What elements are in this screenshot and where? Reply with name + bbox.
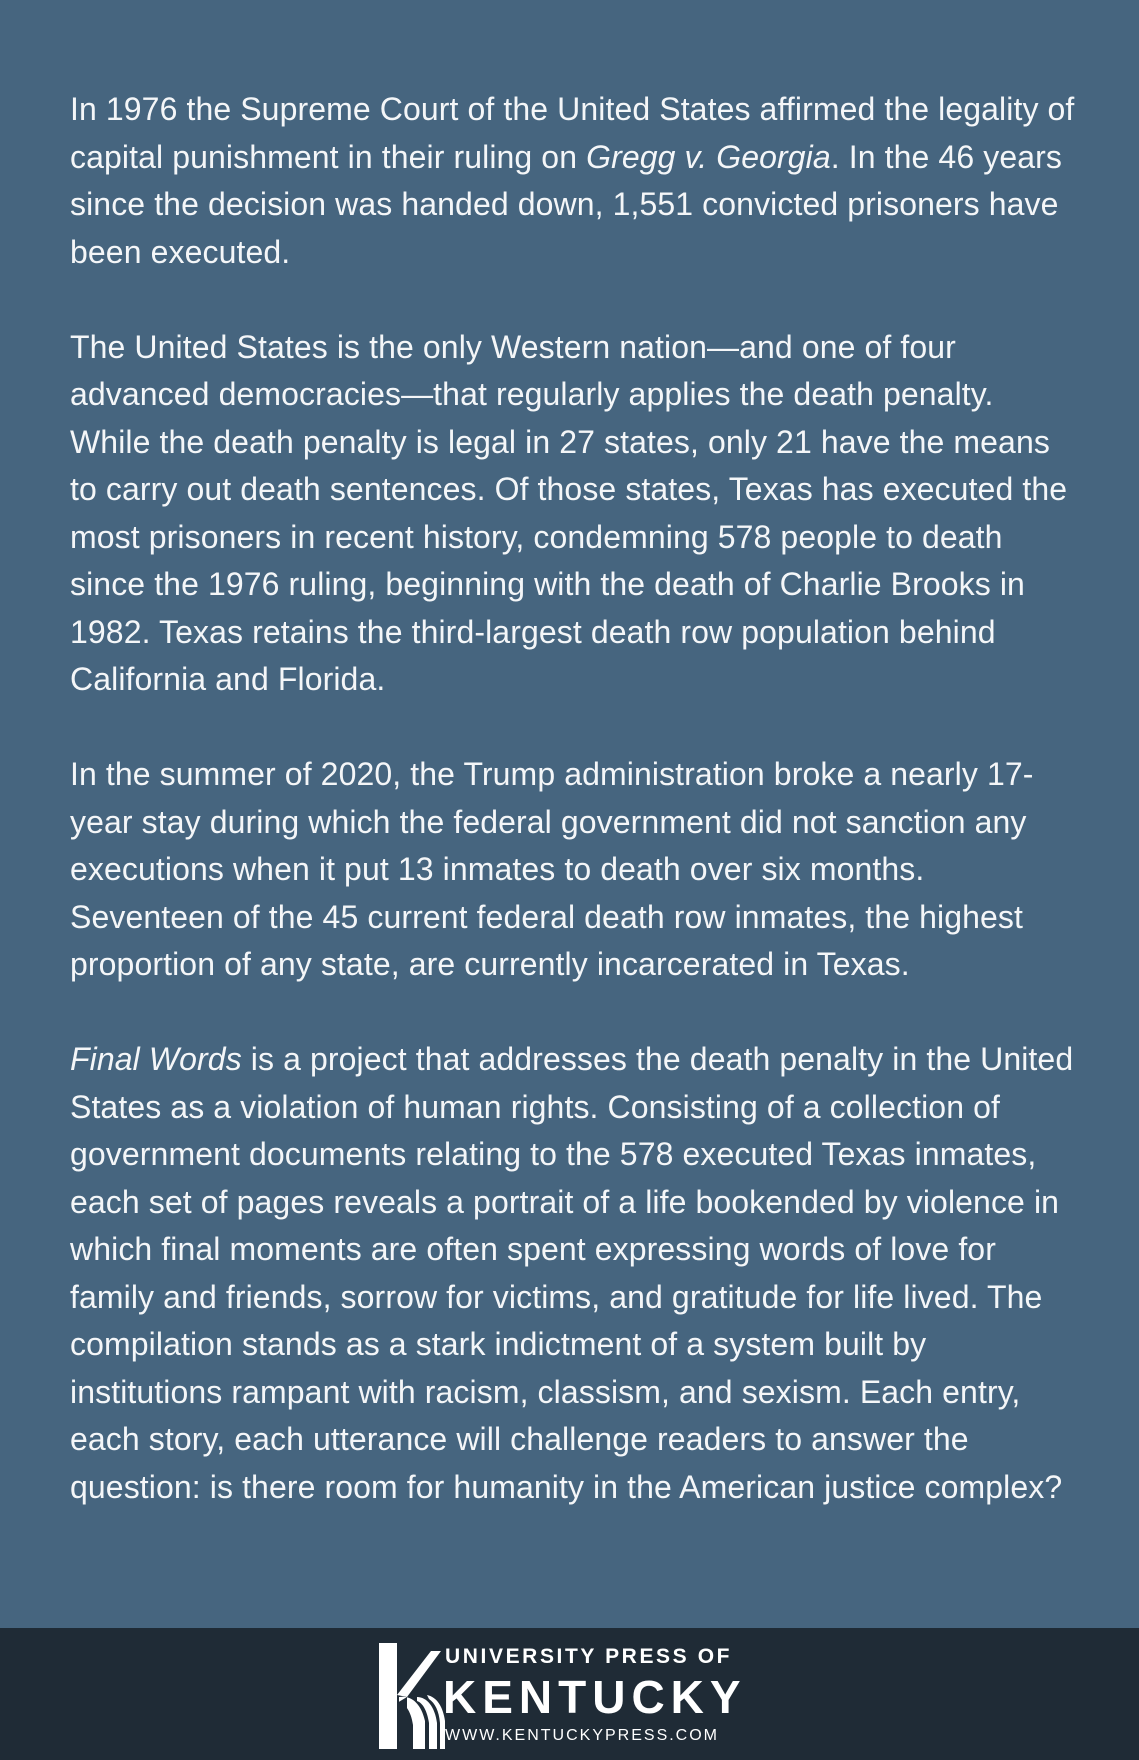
publisher-name-line1: UNIVERSITY PRESS OF [445, 1645, 733, 1668]
paragraph-2: The United States is the only Western nation—and one of four advanced democracies—that regularly applies the death penalty. While the death penalty is legal in 27 states, only 21 have the means to carry out death sentences. Of those states, Texas has executed the most prisoners in recent history, condemning 578 people to death since the 1976 ruling, beginning with the death of Charlie Brooks in 1982. Texas retains the third-largest death row population behind California and Florida. [70, 328, 1068, 697]
case-title: Gregg v. Georgia [586, 138, 831, 175]
kentucky-k-book-icon [377, 1637, 447, 1754]
book-title: Final Words [70, 1041, 242, 1077]
cover-copy [70, 86, 1080, 1559]
publisher-logo [377, 1637, 767, 1754]
paragraph-3: In the summer of 2020, the Trump administration broke a nearly 17-year stay during which the federal government did not sanction any executions when it put 13 inmates to death over six months. Seventeen of the 45 current federal death row inmates, the highest proportion of any state, are currently incarcerated in Texas. [70, 756, 1034, 982]
paragraph-4: Final Words is a project that addresses the death penalty in the United States as a violation of human rights. Consisting of a collection of government documents relating to the 578 executed Texas inmates, each set of pages reveals a portrait of a life bookended by violence in which final moments are often spent expressing words of love for family and friends, sorrow for victims, and gratitude for life lived. The compilation stands as a stark indictment of a system built by institutions rampant with racism, classism, and sexism. Each entry, each story, each utterance will challenge readers to answer the question: is there room for humanity in the American justice complex? [70, 1041, 1074, 1505]
publisher-website: WWW.KENTUCKYPRESS.COM [445, 1727, 720, 1744]
paragraph-1: In 1976 the Supreme Court of the United States affirmed the legality of capital punishment in their ruling on Gregg v. Georgia. In the 46 years since the decision was handed down, 1,551 convicted prisoners have been executed. [70, 91, 1075, 270]
publisher-name-line2: KENTUCKY [443, 1671, 747, 1723]
